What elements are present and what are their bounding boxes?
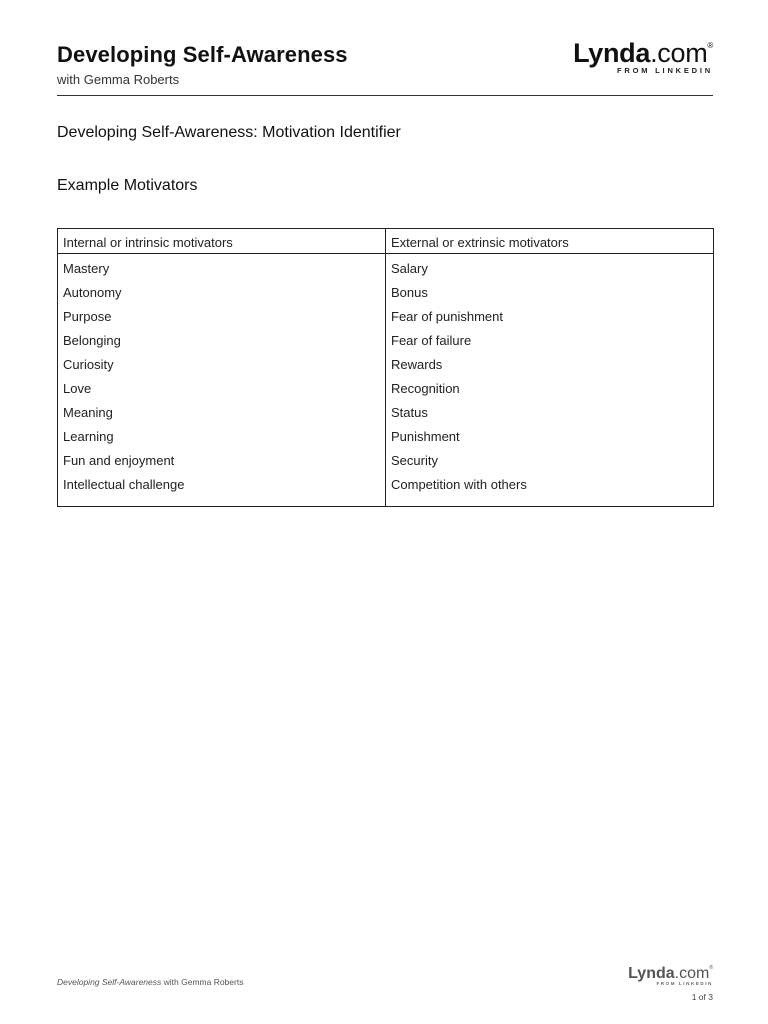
table-row [58,280,714,304]
document-title: Developing Self-Awareness [57,42,348,67]
logo-registered-mark: ® [707,41,713,50]
logo-wordmark [573,40,713,67]
table-cell-internal: Meaning [58,400,386,424]
lynda-logo [573,40,713,75]
table-empty-cell [386,496,714,507]
table-cell-internal: Intellectual challenge [58,472,386,496]
footer-course-title: Developing Self-Awareness [57,977,162,987]
table-cell-external: Fear of failure [386,328,714,352]
table-cell-internal: Belonging [58,328,386,352]
table-cell-external: Competition with others [386,472,714,496]
table-cell-internal: Love [58,376,386,400]
table-row [58,352,714,376]
table-cell-internal: Autonomy [58,280,386,304]
logo-tagline: FROM LINKEDIN [617,66,713,75]
footer-course-credit [57,977,243,987]
table-cell-internal: Fun and enjoyment [58,448,386,472]
motivators-table-wrapper [57,228,713,507]
footer-logo-bold: Lynda [628,965,675,982]
table-cell-internal: Purpose [58,304,386,328]
table-header-row [58,229,714,254]
table-cell-external: Rewards [386,352,714,376]
logo-wordmark-bold: Lynda [573,38,651,68]
section-title: Developing Self-Awareness: Motivation Identifier [57,124,401,141]
column-header-internal: Internal or intrinsic motivators [58,229,386,254]
table-row [58,328,714,352]
footer-author: with Gemma Roberts [161,977,244,987]
footer-logo-wordmark [628,966,713,982]
table-cell-internal: Mastery [58,254,386,281]
page-number: 1 of 3 [691,992,713,1002]
document-author: with Gemma Roberts [57,72,180,87]
footer-logo-registered-mark: ® [709,965,713,971]
table-cell-external: Bonus [386,280,714,304]
table-empty-cell [58,496,386,507]
table-row [58,424,714,448]
document-page [57,0,713,1024]
footer-logo-tagline: FROM LINKEDIN [656,981,713,986]
table-row [58,254,714,281]
table-cell-external: Fear of punishment [386,304,714,328]
footer-lynda-logo [628,966,713,987]
footer-logo-rest: .com [674,965,710,982]
table-cell-external: Salary [386,254,714,281]
subsection-title: Example Motivators [57,177,198,194]
logo-wordmark-rest: .com [650,38,708,68]
table-bottom-spacer [58,496,714,507]
table-row [58,448,714,472]
table-cell-external: Recognition [386,376,714,400]
table-cell-external: Punishment [386,424,714,448]
table-cell-internal: Curiosity [58,352,386,376]
table-row [58,472,714,496]
table-cell-external: Status [386,400,714,424]
table-cell-external: Security [386,448,714,472]
table-row [58,304,714,328]
motivators-table [57,228,714,507]
table-cell-internal: Learning [58,424,386,448]
header-divider [57,95,713,96]
column-header-external: External or extrinsic motivators [386,229,714,254]
table-row [58,400,714,424]
table-row [58,376,714,400]
